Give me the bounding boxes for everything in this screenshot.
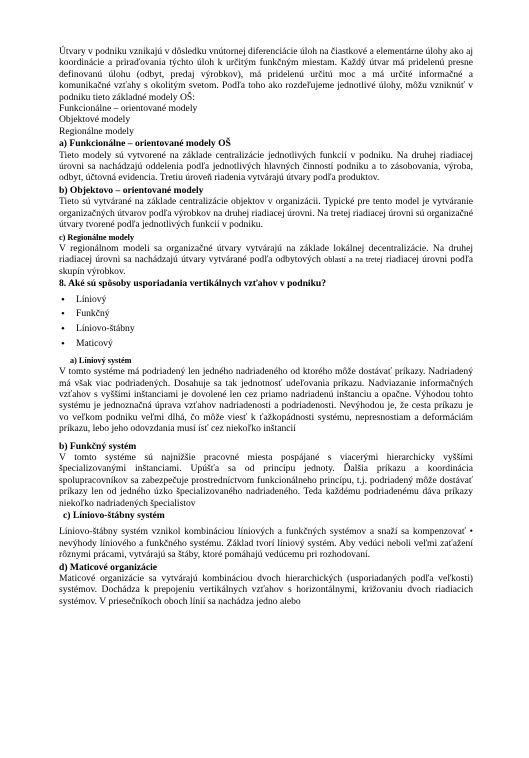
question-8-heading: 8. Aké sú spôsoby usporiadania vertikálnych vzťahov v podniku? bbox=[59, 278, 327, 290]
section-c-text-small: oblastí a na tretej bbox=[324, 255, 383, 265]
intro-paragraph: Útvary v podniku vznikajú v dôsledku vnútornej diferenciácie úloh na čiastkové a elementárne úlohy ako aj koordinácie a priraďovania týchto úloh k určitým funkčným miestam. Každý útvar má pridelenú presne definovanú úlohu (odbyt, predaj výrobkov), má pridelenú určitú moc a má určité informačné a komunikačné vzťahy s okolitým svetom. Podľa toho ako rozdeľujeme jednotlivé úlohy, môžu vzniknúť v podniku tieto základné modely OŠ: bbox=[59, 46, 473, 103]
section-b-text: Tieto sú vytvárané na základe centralizácie objektov v organizácii. Typické pre tento model je vytváranie organizačných útvarov podľa výrobkov na druhej riadiacej úrovni. Na tretej riadiacej úrovni sú organizačné útvary tvorené podľa jednotlivých funkcií v podniku. bbox=[59, 196, 473, 231]
bullet-item: • Líniový bbox=[59, 293, 473, 308]
matrix-organization-text: Maticové organizácie sa vytvárajú kombináciou dvoch hierarchických (usporiadaných podľa veľkosti) systémov. Dochádza k prepojeniu vertikálnych vzťahov s horizontálnymi, križovaniu dvoch riadiacich systémov. V priesečníkoch oboch línií sa nachádza jedno alebo bbox=[59, 573, 473, 607]
section-a-text: Tieto modely sú vytvorené na základe centralizácie jednotlivých funkcií v podniku. Na druhej riadiacej úrovni sa nachádzajú oddelenia podľa jednotlivých hlavných činností podniku a to zásobovania, výroba, odbyt, účtovná evidencia. Tretiu úroveň riadenia vytvárajú útvary podľa produktov. bbox=[59, 149, 473, 184]
functional-system-heading: b) Funkčný systém bbox=[59, 440, 137, 452]
section-c-heading: c) Regionálne modely bbox=[59, 232, 135, 242]
bullet-item: • Funkčný bbox=[59, 307, 473, 322]
models-list-item: Regionálne modely bbox=[59, 125, 134, 137]
matrix-organization-heading: d) Maticové organizácie bbox=[59, 561, 158, 573]
linear-system-heading: a) Líniový systém bbox=[70, 355, 132, 365]
bullet-item: • Líniovo-štábny bbox=[59, 322, 473, 337]
document-page bbox=[59, 46, 473, 607]
section-c-text-main: V regionálnom modeli sa organizačné útvary vytvárajú na základe lokálnej decentralizácie. Na druhej riadiacej úrovni sa nachádzajú útvary vytvárané podľa odbytových bbox=[59, 242, 473, 266]
section-c-text-end: riadiacej úrovni podľa skupín výrobkov. bbox=[59, 254, 473, 277]
linear-system-text: V tomto systéme má podriadený len jedného nadriadeného od ktorého môže dostávať príkazy. Nadriadený má však viac podriadených. Dosahuje sa tak jednotnosť udeľovania príkazu. Nadviazanie informačných vzťahov s vyššími inštanciami je dovolené len cez priamo nadriadenú inštanciu a opačne. Výhodou tohto systému je jednoznačná úprava vzťahov nadriadenosti a podriadenosti. Nevýhodou je, že cesta príkazu je vo veľkom podniku veľmi dlhá, čo môže viesť k ťažkopádnosti systému, nepresnostiam a deformáciám príkazu, lebo jeho odovzdania musí ísť cez niekoľko inštancií bbox=[59, 366, 473, 435]
line-staff-system-heading: c) Líniovo-štábny systém bbox=[63, 510, 165, 521]
section-c-text bbox=[59, 243, 473, 277]
section-a-heading: a) Funkcionálne – orientované modely OŠ bbox=[59, 138, 231, 150]
functional-system-text: V tomto systéme sú najnižšie pracovné miesta pospájané s viacerými hierarchicky vyššími špecializovanými inštanciami. Upúšťa sa od princípu jednoty. Ďalšia príkazu a koordinácia spolupracovníkov sa zabezpečuje prostredníctvom funkcionálneho princípu, t.j. podriadený môže dostávať príkazy len od jedného úzko špecializovaného nadriadeného. Teda každému podriadenému dáva príkazy niekoľko nadriadených špecialistov bbox=[59, 451, 473, 509]
line-staff-system-text: Líniovo-štábny systém vznikol kombináciou líniových a funkčných systémov a snaží sa kompenzovať • nevýhody líniového a funkčného systému. Základ tvorí líniový systém. Aby vedúci neboli veľmi zaťažení rôznymi prácami, vytvárajú sa štáby, ktoré pomáhajú vedúcemu pri rozhodovaní. bbox=[59, 526, 473, 561]
bullet-item: • Maticový bbox=[59, 337, 473, 352]
section-b-heading: b) Objektovo – orientované modely bbox=[59, 184, 204, 196]
systems-bullet-list bbox=[59, 293, 473, 352]
models-list-item: Funkcionálne – orientované modely bbox=[59, 103, 198, 115]
models-list-item: Objektové modely bbox=[59, 114, 131, 126]
